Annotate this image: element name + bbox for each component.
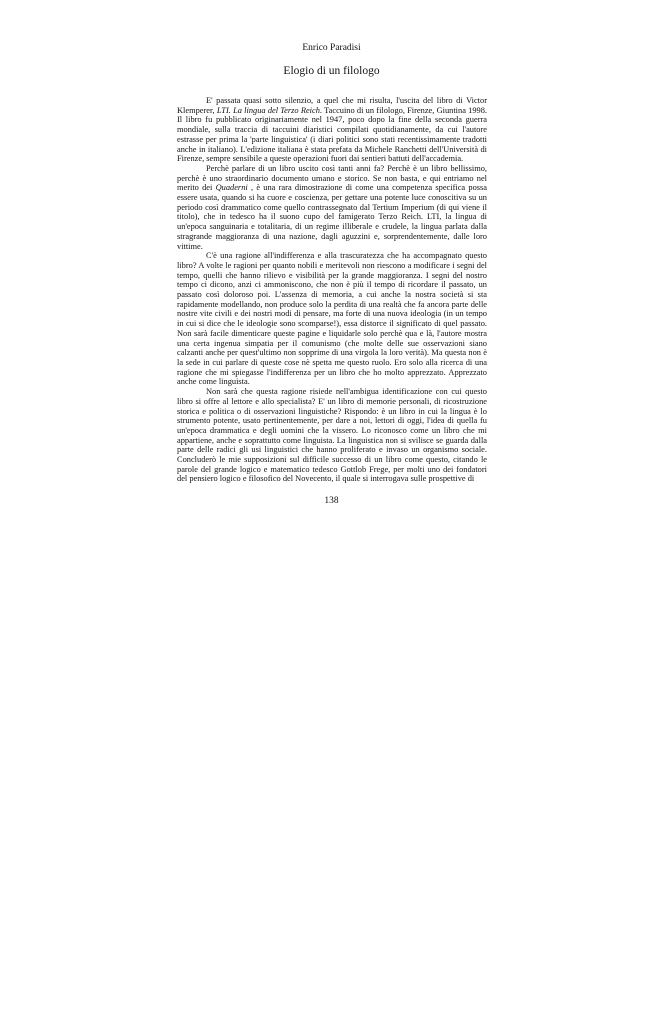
paragraph-1-text-cont: . Taccuino di un filologo, Firenze, Giuntina 1998. Il libro fu pubblicato originariamente nel 1947, poco dopo la fine della seconda guerra mondiale, sulla traccia di taccuini diaristici compilati quotidianamente, da cui l'autore estrasse per prima la 'parte linguistica' (i diari politici sono stati recentissimamente tradotti anche in italiano). L'edizione italiana è stata prefata da Michele Ranchetti dell'Università di Firenze, sempre sensibile a queste operazioni fuori dai sentieri battuti dell'accademia. bbox=[177, 105, 487, 164]
page-number: 138 bbox=[324, 496, 339, 506]
paragraph-1-text: E' passata quasi sotto silenzio, a quel che mi risulta, l'uscita del libro di Victor Klemperer, bbox=[177, 96, 487, 115]
paragraph-1 bbox=[177, 96, 487, 164]
paragraph-3 bbox=[177, 251, 487, 387]
quaderni-italic: Quaderni bbox=[215, 183, 248, 193]
paragraph-2-text-cont: , è una rara dimostrazione di come una competenza specifica possa essere usata, quando si ha cuore e coscienza, per gettare una potente luce conoscitiva su un periodo così drammatico come quello contrassegnato dal Tertium Imperium (di qui viene il titolo), che in tedesco ha il suono cupo del famigerato Terzo Reich. LTI, la lingua di un'epoca sanguinaria e totalitaria, di un regime illiberale e crudele, la lingua parlata dalla stragrande maggioranza di una nazione, dagli aguzzini e, sorprendentemente, dalle loro vittime. bbox=[177, 183, 487, 251]
book-title-italic: LTI. La lingua del Terzo Reich bbox=[216, 105, 320, 115]
paragraph-4 bbox=[177, 387, 487, 484]
paragraph-2-text: Perchè parlare di un libro uscito così tanti anni fa? Perchè è un libro bellissimo, perchè è uno straordinario documento umano e storico. Se non basta, e qui entriamo nel merito dei bbox=[177, 163, 487, 193]
running-header-author: Enrico Paradisi bbox=[302, 43, 361, 53]
paragraph-2 bbox=[177, 164, 487, 251]
paragraph-4-text: Non sarà che questa ragione risiede nell'ambigua identificazione con cui questo libro si offre al lettore e allo specialista? E' un libro di memorie personali, di ricostruzione storica e politica o di osservazioni linguistiche? Rispondo: è un libro in cui la lingua è lo strumento potente, usato pertinentemente, per dare a noi, lettori di oggi, l'idea di quella fu un'epoca drammatica e degli uomini che la vissero. Lo riconosco come un libro che mi appartiene, anche e soprattutto come linguista. La linguistica non si svilisce se guarda dalla parte delle radici gli usi linguistici che hanno proliferato e invaso un organismo sociale. Concluderò le mie supposizioni sul difficile successo di un libro come questo, citando le parole del grande logico e matematico tedesco Gottlob Frege, per molti uno dei fondatori del pensiero logico e filosofico del Novecento, il quale si interrogava sulle prospettive di bbox=[177, 387, 487, 484]
article-title: Elogio di un filologo bbox=[283, 65, 380, 77]
paragraph-3-text: C'è una ragione all'indifferenza e alla trascuratezza che ha accompagnato questo libro? A volte le ragioni per quanto nobili e meritevoli non riescono a modificare i segni del tempo, quelli che hanno rilievo e visibilità per la grande maggioranza. I segni del nostro tempo ci dicono, anzi ci ammoniscono, che non è più il tempo di ricordare il passato, un passato così doloroso poi. L'assenza di memoria, a cui anche la nostra società si sta rapidamente modellando, non produce solo la perdita di una realtà che fa ancora parte delle nostre vite civili e dei nostri modi di pensare, ma forte di una nuova ideologia (in un tempo in cui si dice che le ideologie sono scomparse!), essa distorce il significato di quel passato. Non sarà facile dimenticare queste pagine e liquidarle solo perchè qua e là, l'autore mostra una certa ingenua simpatia per il comunismo (che molte delle sue osservazioni siano calzanti anche per quest'ultimo non sopprime di una virgola la loro verità). Ma questa non è la sede in cui parlare di queste cose nè spetta me questo ruolo. Ero solo alla ricerca di una ragione che mi spiegasse l'indifferenza per un libro che ho molto apprezzato. Apprezzato anche come linguista. bbox=[177, 251, 487, 387]
article-body bbox=[177, 96, 487, 484]
